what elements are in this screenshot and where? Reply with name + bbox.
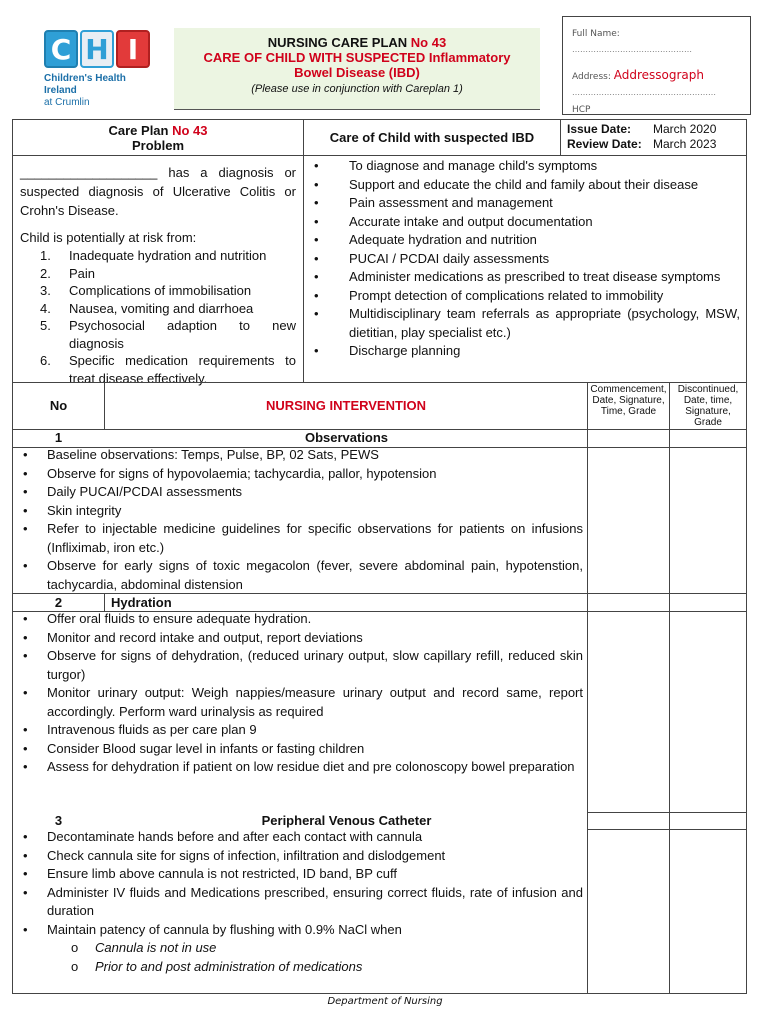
document-subtitle-line1: CARE OF CHILD WITH SUSPECTED Inflammatory	[203, 50, 511, 65]
sig-divider-1	[587, 447, 747, 448]
address-label: Address:	[572, 72, 614, 82]
intervention-item: • Observe for signs of hypovolaemia; tachycardia, pallor, hypotension	[13, 465, 583, 484]
risk-item	[20, 247, 296, 265]
risk-number: 1.	[40, 248, 51, 263]
discontinued-label: Discontinued, Date, time, Signature, Grade	[677, 384, 739, 428]
risk-number: 5.	[40, 318, 51, 333]
diagnosis-statement	[20, 163, 296, 220]
intervention-item: • Observe for early signs of toxic megacolon (fever, severe abdominal pain, hypotenstion, tachycardia, abdominal distension	[13, 557, 583, 594]
intervention-item: • Baseline observations: Temps, Pulse, BP, 02 Sats, PEWS	[13, 446, 583, 465]
risk-list	[20, 247, 296, 387]
address-field[interactable]: ………………………………………………	[572, 88, 716, 97]
intervention-item: • Refer to injectable medicine guidelines for specific observations for patients on infusions (Infliximab, iron etc.)	[13, 520, 583, 557]
logo-org-name: Children's Health Ireland	[44, 73, 126, 96]
cannula-sublist	[13, 939, 583, 976]
goals-cell	[303, 155, 747, 383]
circle-bullet-icon: o	[71, 958, 79, 974]
intervention-item: • Offer oral fluids to ensure adequate hydration.	[13, 610, 583, 629]
goal-item: • Discharge planning	[304, 342, 740, 361]
risk-item	[20, 265, 296, 283]
problem-label: Problem	[131, 138, 184, 153]
logo-letter-c: C	[44, 30, 78, 68]
intervention-item: • Intravenous fluids as per care plan 9	[13, 721, 583, 740]
address-line	[572, 68, 741, 82]
risk-number: 2.	[40, 265, 51, 281]
risk-text: Complications of immobilisation	[69, 283, 252, 298]
intervention-item: • Assess for dehydration if patient on low residue diet and pre colonoscopy bowel preparation	[13, 758, 583, 777]
issue-date-label: Issue Date:	[567, 122, 632, 136]
goal-item: • Adequate hydration and nutrition	[304, 231, 740, 250]
full-name-label: Full Name:	[572, 29, 620, 39]
goal-item: • To diagnose and manage child's symptoms	[304, 157, 740, 176]
review-date-row	[567, 137, 740, 152]
hcp-label: HCP	[572, 105, 591, 115]
care-plan-number-line	[13, 123, 303, 138]
care-plan-label: Care Plan	[108, 123, 173, 138]
sig-divider-2	[587, 593, 747, 594]
section-number: 1	[54, 430, 63, 445]
subitem-text: Cannula is not in use	[95, 940, 217, 955]
section-title: Peripheral Venous Catheter	[261, 813, 432, 828]
risk-number: 3.	[40, 283, 51, 298]
goal-item: • Pain assessment and management	[304, 194, 740, 213]
commencement-column[interactable]	[587, 429, 670, 994]
section-header-peripheral-venous-catheter	[12, 812, 588, 829]
nursing-intervention-title: NURSING INTERVENTION	[265, 398, 427, 413]
intervention-subitem	[13, 958, 583, 977]
intervention-item: • Decontaminate hands before and after each contact with cannula	[13, 828, 583, 847]
section-number: 3	[54, 813, 63, 828]
section-divider	[104, 594, 105, 611]
commencement-header	[587, 382, 670, 430]
dates-header	[560, 119, 747, 156]
cannula-list	[13, 828, 583, 939]
goal-item: • Multidisciplinary team referrals as appropriate (psychology, MSW, dietitian, play specialist etc.)	[304, 305, 740, 342]
observations-list	[13, 446, 583, 594]
section-body-hydration	[13, 610, 583, 777]
goal-item: • Prompt detection of complications related to immobility	[304, 287, 740, 306]
care-plan-problem-header	[12, 119, 304, 156]
document-note: (Please use in conjunction with Careplan 1)	[251, 83, 463, 95]
subitem-text: Prior to and post administration of medications	[95, 958, 363, 974]
care-plan-number: No 43	[172, 123, 208, 138]
footer-department: Department of Nursing	[327, 996, 443, 1007]
section-number: 2	[54, 595, 63, 610]
goal-item: • Administer medications as prescribed to treat disease symptoms	[304, 268, 740, 287]
title-prefix: NURSING CARE PLAN	[267, 35, 411, 50]
logo-location: at Crumlin	[44, 97, 90, 108]
section-title: Observations	[304, 430, 389, 445]
section-body-peripheral-venous-catheter	[13, 828, 583, 976]
goal-title: Care of Child with suspected IBD	[329, 130, 535, 145]
intervention-item: • Observe for signs of dehydration, (reduced urinary output, slow capillary refill, reduced skin turgor)	[13, 647, 583, 684]
risk-text: Pain	[69, 265, 96, 281]
risk-item	[20, 300, 296, 318]
discontinued-header	[669, 382, 747, 430]
section-body-observations	[13, 446, 583, 594]
logo-letter-i: I	[116, 30, 150, 68]
goal-list	[304, 157, 740, 361]
review-date-label: Review Date:	[567, 137, 642, 151]
hydration-list	[13, 610, 583, 777]
logo-letter-h: H	[80, 30, 114, 68]
risk-item	[20, 282, 296, 300]
patient-details-box	[562, 16, 751, 115]
discontinued-column[interactable]	[669, 429, 747, 994]
risk-text: Psychosocial adaption to new diagnosis	[69, 318, 296, 351]
commencement-label: Commencement, Date, Signature, Time, Grade	[590, 384, 667, 417]
goal-item: • Accurate intake and output documentation	[304, 213, 740, 232]
risk-text: Nausea, vomiting and diarrhoea	[69, 300, 254, 316]
review-date-value: March 2023	[653, 137, 717, 151]
problem-cell	[12, 155, 304, 386]
addressograph-label: Addressograph	[613, 68, 705, 82]
intervention-item: • Daily PUCAI/PCDAI assessments	[13, 483, 583, 502]
full-name-field[interactable]: ………………………………………	[572, 45, 692, 54]
diagnosis-name-blank[interactable]: ___________________	[20, 165, 158, 180]
risk-text: Inadequate hydration and nutrition	[69, 248, 267, 263]
section-title: Hydration	[111, 595, 172, 610]
chi-logo	[44, 30, 152, 110]
document-title-box	[174, 28, 540, 110]
title-plan-number: No 43	[410, 35, 447, 50]
intervention-item: • Monitor urinary output: Weigh nappies/measure urinary output and record same, report accordingly. Perform ward urinalysis as required	[13, 684, 583, 721]
goal-header	[303, 119, 561, 156]
circle-bullet-icon: o	[71, 940, 79, 955]
intervention-item: • Skin integrity	[13, 502, 583, 521]
no-label: No	[49, 398, 68, 413]
intervention-item: • Maintain patency of cannula by flushing with 0.9% NaCl when	[13, 921, 583, 940]
intervention-item: • Consider Blood sugar level in infants or fasting children	[13, 740, 583, 759]
sig-divider-5	[587, 829, 747, 830]
risk-text: Specific medication requirements to treat disease effectively.	[69, 353, 296, 386]
intervention-item: • Administer IV fluids and Medications prescribed, ensuring correct fluids, rate of infusion and duration	[13, 884, 583, 921]
intervention-item: • Ensure limb above cannula is not restricted, ID band, BP cuff	[13, 865, 583, 884]
diagnosis-text: has a diagnosis or suspected diagnosis of Ulcerative Colitis or Crohn's Disease.	[20, 165, 296, 218]
no-column-header	[12, 382, 105, 430]
issue-date-value: March 2020	[653, 122, 717, 136]
intervention-item: • Check cannula site for signs of infection, infiltration and dislodgement	[13, 847, 583, 866]
risk-intro: Child is potentially at risk from:	[20, 230, 197, 245]
issue-date-row	[567, 122, 740, 137]
intervention-column-header	[104, 382, 588, 430]
sig-divider-4	[587, 812, 747, 813]
sig-divider-3	[587, 611, 747, 612]
risk-number: 4.	[40, 300, 51, 316]
risk-item	[20, 317, 296, 352]
goal-item: • PUCAI / PCDAI daily assessments	[304, 250, 740, 269]
risk-number: 6.	[40, 353, 51, 368]
document-title	[174, 35, 540, 50]
intervention-subitem	[13, 939, 583, 958]
intervention-item: • Monitor and record intake and output, report deviations	[13, 629, 583, 648]
goal-item: • Support and educate the child and family about their disease	[304, 176, 740, 195]
document-subtitle-line2: Bowel Disease (IBD)	[294, 65, 420, 80]
